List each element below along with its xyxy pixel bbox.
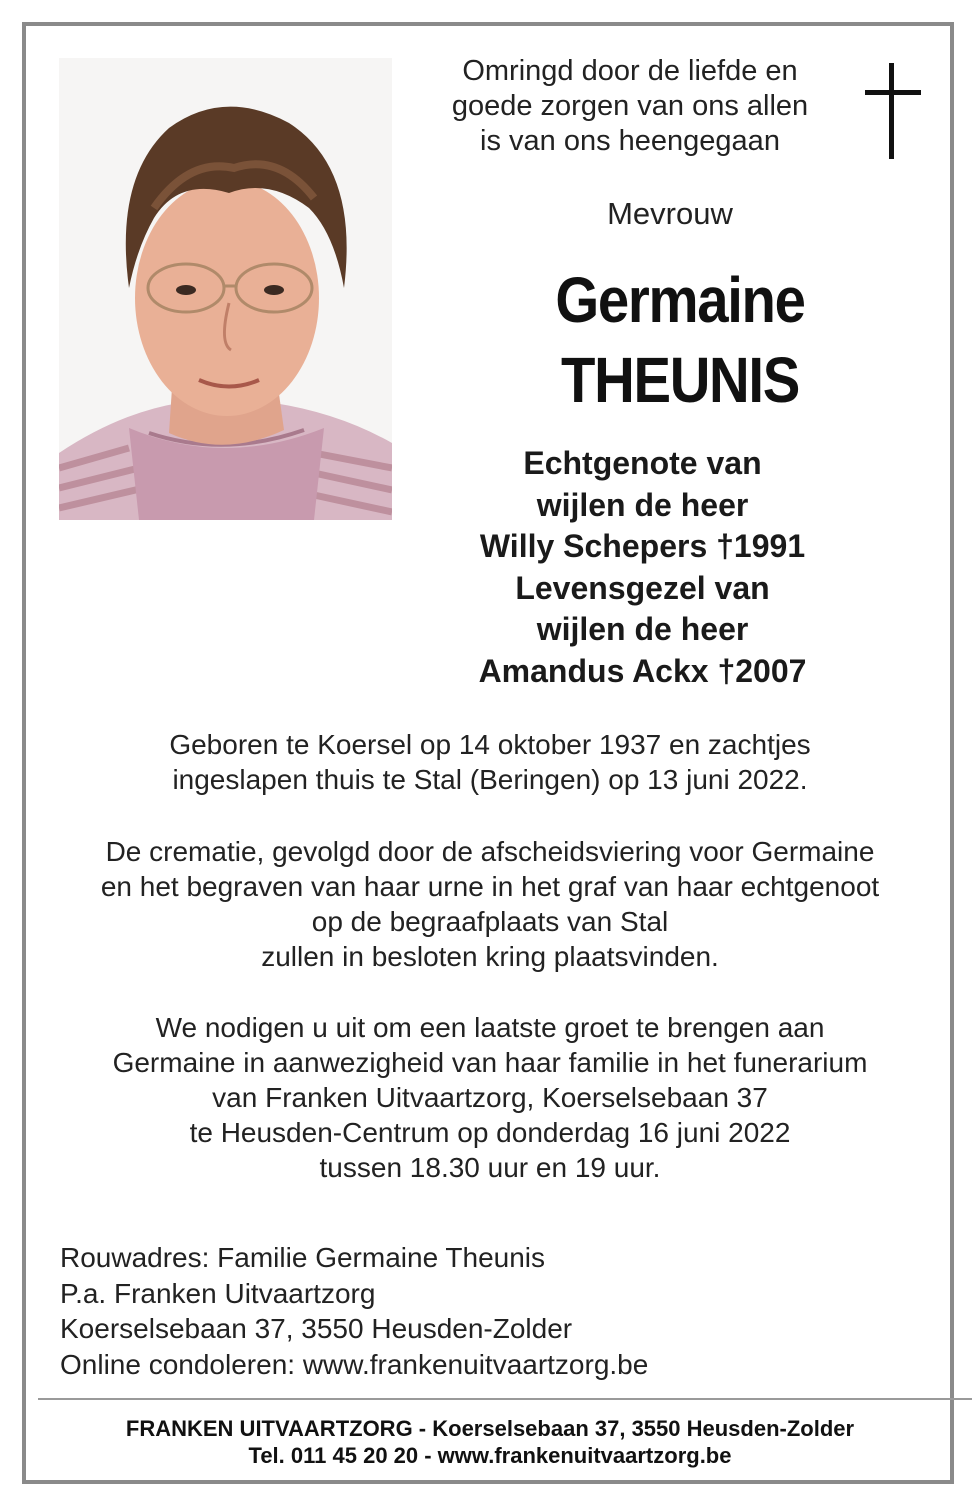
relation-line: Echtgenote van	[523, 445, 762, 481]
first-name: Germaine	[555, 264, 805, 336]
relations-block	[420, 443, 865, 692]
footer-line: FRANKEN UITVAARTZORG - Koerselsebaan 37, 3550 Heusden-Zolder	[125, 1416, 855, 1441]
relation-line: Willy Schepers †1991	[479, 528, 806, 564]
paragraph-line: tussen 18.30 uur en 19 uur.	[319, 1152, 661, 1183]
relation-line: wijlen de heer	[536, 486, 749, 523]
address-line: Koerselsebaan 37, 3550 Heusden-Zolder	[60, 1313, 573, 1344]
paragraph-line: op de begraafplaats van Stal	[311, 906, 669, 937]
paragraph-line: te Heusden-Centrum op donderdag 16 juni 2022	[189, 1117, 791, 1148]
paragraph-line: De crematie, gevolgd door de afscheidsviering voor Germaine	[105, 836, 875, 867]
salutation: Mevrouw	[607, 196, 733, 231]
intro-text	[415, 54, 845, 159]
condolence-link[interactable]: Online condoleren: www.frankenuitvaartzorg.be	[60, 1348, 649, 1380]
intro-line: goede zorgen van ons allen	[451, 90, 809, 122]
birth-death-paragraph	[45, 727, 935, 797]
footer-line: Tel. 011 45 20 20 - www.frankenuitvaartzorg.be	[248, 1443, 732, 1468]
paragraph-line: Geboren te Koersel op 14 oktober 1937 en zachtjes	[169, 729, 811, 760]
paragraph-line: ingeslapen thuis te Stal (Beringen) op 13 juni 2022.	[172, 764, 808, 795]
relation-line: Amandus Ackx †2007	[478, 652, 807, 689]
paragraph-line: van Franken Uitvaartzorg, Koerselsebaan 37	[212, 1082, 768, 1113]
footer-divider	[38, 1398, 972, 1400]
address-line: P.a. Franken Uitvaartzorg	[60, 1277, 376, 1309]
cross-icon	[865, 63, 921, 159]
visitation-paragraph	[45, 1010, 935, 1185]
relation-line: wijlen de heer	[536, 611, 749, 647]
portrait-photo	[59, 58, 392, 520]
funeral-home-footer	[30, 1415, 950, 1469]
paragraph-line: en het begraven van haar urne in het graf van haar echtgenoot	[100, 871, 880, 902]
intro-line: Omringd door de liefde en	[462, 55, 798, 87]
paragraph-line: Germaine in aanwezigheid van haar familie in het funerarium	[112, 1047, 868, 1078]
intro-line: is van ons heengegaan	[480, 125, 780, 157]
paragraph-line: We nodigen u uit om een laatste groet te brengen aan	[155, 1012, 825, 1043]
last-name: THEUNIS	[561, 344, 799, 416]
relation-line: Levensgezel van	[515, 569, 770, 606]
ceremony-paragraph	[45, 834, 935, 974]
mourning-address	[60, 1240, 860, 1382]
paragraph-line: zullen in besloten kring plaatsvinden.	[261, 941, 719, 972]
portrait-illustration	[59, 58, 392, 520]
address-line: Rouwadres: Familie Germaine Theunis	[60, 1242, 546, 1273]
